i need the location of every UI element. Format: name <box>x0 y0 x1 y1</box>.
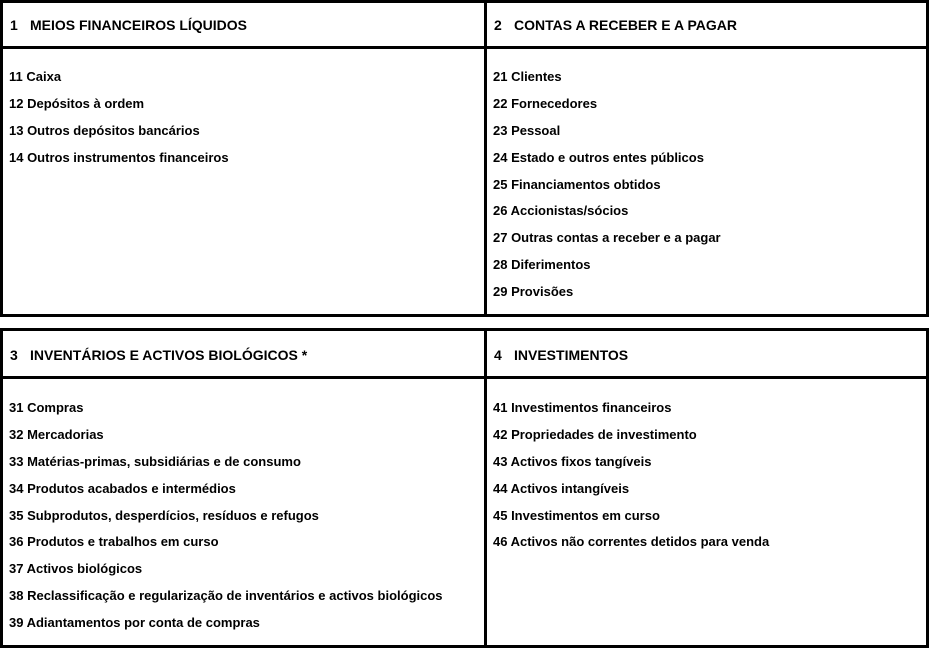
account-item: 44 Activos intangíveis <box>493 480 630 496</box>
account-item: 26 Accionistas/sócios <box>493 203 629 219</box>
section-1 <box>3 3 484 314</box>
account-item: 38 Reclassificação e regularização de inventários e activos biológicos <box>9 588 443 604</box>
table-block-3-4 <box>0 328 929 648</box>
section-header: 3 INVENTÁRIOS E ACTIVOS BIOLÓGICOS * <box>10 347 308 363</box>
account-item: 13 Outros depósitos bancários <box>9 122 200 138</box>
account-item: 32 Mercadorias <box>9 426 104 442</box>
account-item: 28 Diferimentos <box>493 257 591 273</box>
account-item: 14 Outros instrumentos financeiros <box>9 149 229 165</box>
account-item: 42 Propriedades de investimento <box>493 426 697 442</box>
section-4 <box>487 331 926 645</box>
section-2 <box>487 3 926 314</box>
account-item: 31 Compras <box>9 400 84 415</box>
account-item: 39 Adiantamentos por conta de compras <box>9 615 260 631</box>
account-item: 34 Produtos acabados e intermédios <box>9 480 236 496</box>
account-item: 46 Activos não correntes detidos para venda <box>493 534 770 550</box>
account-item: 33 Matérias-primas, subsidiárias e de consumo <box>9 453 301 469</box>
section-header: 2 CONTAS A RECEBER E A PAGAR <box>494 17 737 33</box>
account-item: 36 Produtos e trabalhos em curso <box>9 534 219 550</box>
account-item: 23 Pessoal <box>493 122 561 138</box>
account-item: 41 Investimentos financeiros <box>493 400 672 415</box>
table-block-1-2 <box>0 0 929 317</box>
account-item: 45 Investimentos em curso <box>493 507 660 523</box>
account-item: 35 Subprodutos, desperdícios, resíduos e refugos <box>9 507 319 523</box>
account-item: 43 Activos fixos tangíveis <box>493 453 652 469</box>
account-item: 12 Depósitos à ordem <box>9 95 145 111</box>
account-item: 27 Outras contas a receber e a pagar <box>493 230 721 246</box>
section-3 <box>3 331 484 645</box>
account-item: 24 Estado e outros entes públicos <box>493 149 704 165</box>
account-item: 11 Caixa <box>9 69 62 84</box>
account-item: 29 Provisões <box>493 284 574 300</box>
section-header: 1 MEIOS FINANCEIROS LÍQUIDOS <box>10 17 248 33</box>
account-item: 25 Financiamentos obtidos <box>493 176 661 192</box>
account-item: 37 Activos biológicos <box>9 561 143 577</box>
account-item: 21 Clientes <box>493 69 562 84</box>
section-header: 4 INVESTIMENTOS <box>494 347 629 363</box>
account-item: 22 Fornecedores <box>493 95 598 111</box>
